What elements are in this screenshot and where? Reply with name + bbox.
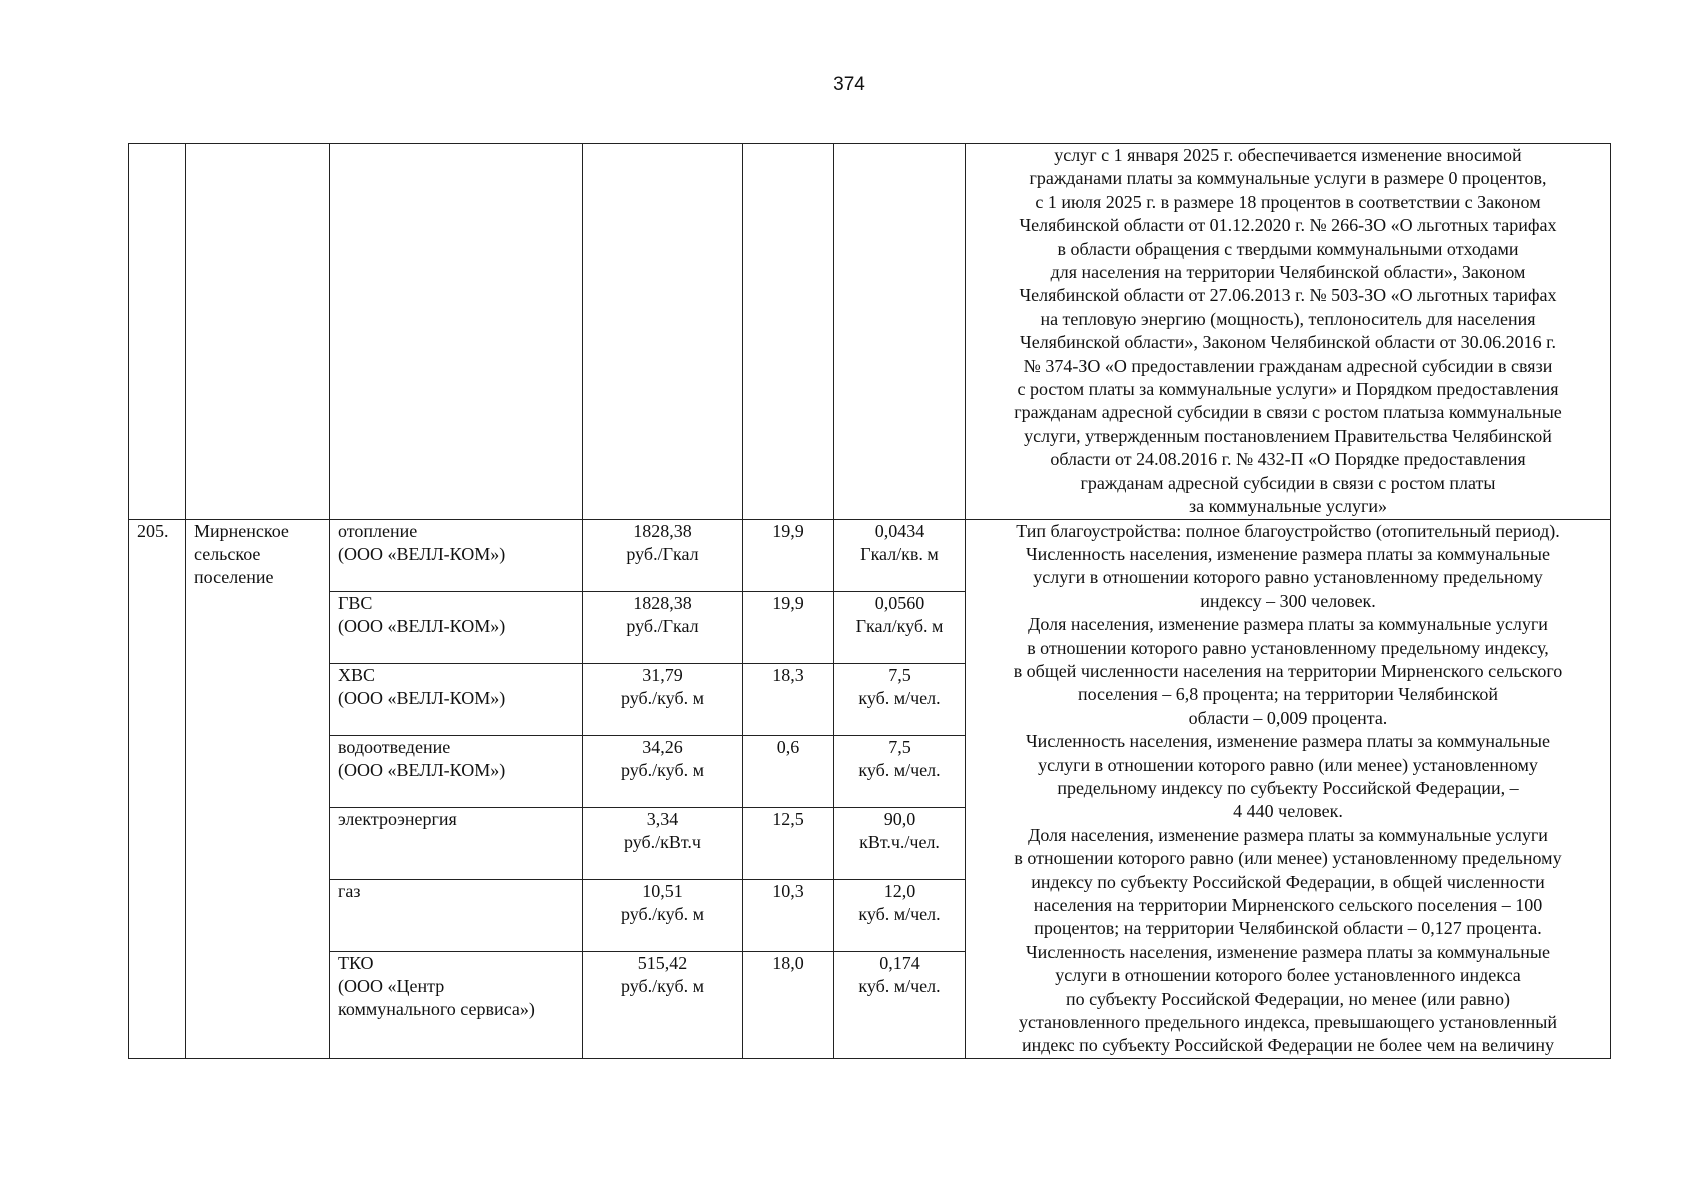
tariff-line: 34,26 — [642, 736, 683, 757]
tariff-value — [583, 519, 743, 591]
norm-line: куб. м/чел. — [858, 687, 941, 708]
municipality-name — [186, 519, 330, 1058]
norm-line: 0,0434 — [874, 520, 925, 541]
description-line: Численность населения, изменение размера платы за коммунальные — [1025, 543, 1551, 564]
description-line: Тип благоустройства: полное благоустройство (отопительный период). — [1016, 520, 1560, 541]
norm-value — [834, 807, 966, 879]
index-value: 18,0 — [743, 951, 834, 1058]
continuation-line: гражданам адресной субсидии в связи с ростом платы — [1080, 472, 1496, 493]
tariff-value — [583, 663, 743, 735]
description-line: по субъекту Российской Федерации, но менее (или равно) — [1066, 988, 1510, 1009]
service-name-line: электроэнергия — [338, 808, 457, 829]
service-name-line: ХВС — [338, 664, 376, 685]
continuation-line: № 374-ЗО «О предоставлении гражданам адресной субсидии в связи — [1023, 355, 1553, 376]
tariff-line: руб./Гкал — [626, 543, 699, 564]
service-name — [330, 879, 583, 951]
service-name-line: (ООО «Центр — [338, 975, 445, 996]
entry-description — [966, 519, 1611, 1058]
description-line: Численность населения, изменение размера платы за коммунальные — [1025, 731, 1551, 752]
description-line: предельному индексу по субъекту Российской Федерации, – — [1057, 777, 1519, 798]
norm-line: 12,0 — [883, 880, 916, 901]
norm-line: куб. м/чел. — [858, 759, 941, 780]
service-name-line: газ — [338, 880, 361, 901]
norm-line: 90,0 — [883, 808, 916, 829]
description-line: Доля населения, изменение размера платы за коммунальные услуги — [1028, 824, 1548, 845]
norm-line: куб. м/чел. — [858, 903, 941, 924]
norm-value — [834, 663, 966, 735]
tariff-line: 10,51 — [642, 880, 683, 901]
norm-value — [834, 951, 966, 1058]
continuation-line: на тепловую энергию (мощность), теплоноситель для населения — [1040, 308, 1536, 329]
description-line: области – 0,009 процента. — [1188, 707, 1388, 728]
service-name-line — [338, 903, 574, 926]
empty-cell — [186, 144, 330, 520]
index-value: 12,5 — [743, 807, 834, 879]
tariff-value — [583, 951, 743, 1058]
tariff-line: руб./куб. м — [621, 759, 704, 780]
service-name — [330, 663, 583, 735]
tariff-value — [583, 807, 743, 879]
continuation-line: с 1 июля 2025 г. в размере 18 процентов в соответствии с Законом — [1035, 191, 1541, 212]
service-name-line: (ООО «ВЕЛЛ-КОМ») — [338, 687, 506, 708]
continuation-line: для населения на территории Челябинской области», Законом — [1050, 262, 1526, 283]
service-row — [129, 519, 1611, 591]
description-line: процентов; на территории Челябинской области – 0,127 процента. — [1034, 918, 1542, 939]
continuation-row — [129, 144, 1611, 520]
description-line: Доля населения, изменение размера платы за коммунальные услуги — [1028, 614, 1548, 635]
continuation-line: в области обращения с твердыми коммунальными отходами — [1057, 238, 1519, 259]
tariff-value — [583, 879, 743, 951]
tariff-line: руб./куб. м — [621, 687, 704, 708]
norm-line: 0,0560 — [874, 592, 925, 613]
tariff-line: руб./куб. м — [621, 975, 704, 996]
norm-line: 0,174 — [879, 952, 920, 973]
description-line: услуги в отношении которого более установленного индекса — [1055, 965, 1521, 986]
description-line: установленного предельного индекса, превышающего установленный — [1018, 1012, 1558, 1033]
tariff-line: 1828,38 — [633, 520, 692, 541]
continuation-line: Челябинской области от 01.12.2020 г. № 266-ЗО «О льготных тарифах — [1019, 215, 1557, 236]
service-name — [330, 951, 583, 1058]
norm-value — [834, 591, 966, 663]
service-name-line — [338, 831, 574, 854]
empty-cell — [583, 144, 743, 520]
tariff-line: руб./Гкал — [626, 615, 699, 636]
index-value: 18,3 — [743, 663, 834, 735]
continuation-line: услуги, утвержденным постановлением Правительства Челябинской — [1024, 425, 1552, 446]
norm-line: Гкал/кв. м — [860, 543, 939, 564]
tariff-line: 515,42 — [637, 952, 688, 973]
tariff-line: 3,34 — [646, 808, 679, 829]
service-name-line: водоотведение — [338, 736, 451, 757]
continuation-line: за коммунальные услуги» — [1188, 496, 1388, 517]
norm-line: кВт.ч./чел. — [859, 831, 940, 852]
continuation-line: услуг с 1 января 2025 г. обеспечивается изменение вносимой — [1054, 145, 1522, 165]
norm-line: 7,5 — [888, 736, 911, 757]
norm-value — [834, 519, 966, 591]
empty-cell — [129, 144, 186, 520]
description-line: в отношении которого равно (или менее) установленному предельному — [1014, 848, 1562, 869]
continuation-text — [966, 144, 1611, 520]
service-name-line: (ООО «ВЕЛЛ-КОМ») — [338, 543, 506, 564]
tariff-table — [128, 143, 1611, 1059]
empty-cell — [330, 144, 583, 520]
index-value: 19,9 — [743, 519, 834, 591]
continuation-line: с ростом платы за коммунальные услуги» и Порядком предоставления — [1017, 379, 1559, 400]
description-line: поселения – 6,8 процента; на территории Челябинской — [1077, 684, 1499, 705]
service-name-line: (ООО «ВЕЛЛ-КОМ») — [338, 759, 506, 780]
norm-line: куб. м/чел. — [858, 975, 941, 996]
service-name-line: ГВС — [338, 592, 373, 613]
description-line: в общей численности населения на территории Мирненского сельского — [1013, 660, 1563, 681]
norm-value — [834, 879, 966, 951]
municipality-line: сельское — [194, 543, 261, 564]
description-line: услуги в отношении которого равно (или менее) установленному — [1038, 754, 1538, 775]
description-line: индексу по субъекту Российской Федерации, в общей численности — [1031, 871, 1545, 892]
description-line: индекс по субъекту Российской Федерации не более чем на величину — [1021, 1035, 1555, 1056]
municipality-line: поселение — [194, 567, 274, 588]
service-name — [330, 807, 583, 879]
description-line: в отношении которого равно установленному предельному индексу, — [1027, 637, 1549, 658]
service-name-line: коммунального сервиса») — [338, 999, 535, 1020]
tariff-line: 31,79 — [642, 664, 683, 685]
continuation-line: Челябинской области от 27.06.2013 г. № 503-ЗО «О льготных тарифах — [1019, 285, 1557, 306]
tariff-line: руб./кВт.ч — [623, 831, 701, 852]
norm-line: Гкал/куб. м — [855, 615, 944, 636]
service-name-line: (ООО «ВЕЛЛ-КОМ») — [338, 615, 506, 636]
municipality-line: Мирненское — [194, 520, 289, 541]
norm-line: 7,5 — [888, 664, 911, 685]
page-number: 374 — [833, 74, 865, 95]
tariff-value — [583, 591, 743, 663]
service-name-line: отопление — [338, 520, 418, 541]
service-name — [330, 519, 583, 591]
service-name — [330, 735, 583, 807]
empty-cell — [834, 144, 966, 520]
index-value: 0,6 — [743, 735, 834, 807]
continuation-line: области от 24.08.2016 г. № 432-П «О Порядке предоставления — [1050, 449, 1526, 470]
continuation-line: Челябинской области», Законом Челябинской области от 30.06.2016 г. — [1020, 332, 1556, 353]
service-name — [330, 591, 583, 663]
description-line: индексу – 300 человек. — [1200, 590, 1376, 611]
continuation-line: гражданам адресной субсидии в связи с ростом платыза коммунальные — [1014, 402, 1562, 423]
index-value: 10,3 — [743, 879, 834, 951]
entry-number: 205. — [129, 519, 186, 1058]
tariff-line: 1828,38 — [633, 592, 692, 613]
continuation-line: гражданами платы за коммунальные услуги в размере 0 процентов, — [1029, 168, 1547, 189]
index-value: 19,9 — [743, 591, 834, 663]
description-line: 4 440 человек. — [1233, 801, 1343, 822]
description-line: Численность населения, изменение размера платы за коммунальные — [1025, 941, 1551, 962]
description-line: услуги в отношении которого равно установленному предельному — [1033, 567, 1543, 588]
empty-cell — [743, 144, 834, 520]
service-name-line: ТКО — [338, 952, 374, 973]
tariff-value — [583, 735, 743, 807]
tariff-line: руб./куб. м — [621, 903, 704, 924]
norm-value — [834, 735, 966, 807]
description-line: населения на территории Мирненского сельского поселения – 100 — [1033, 895, 1543, 915]
